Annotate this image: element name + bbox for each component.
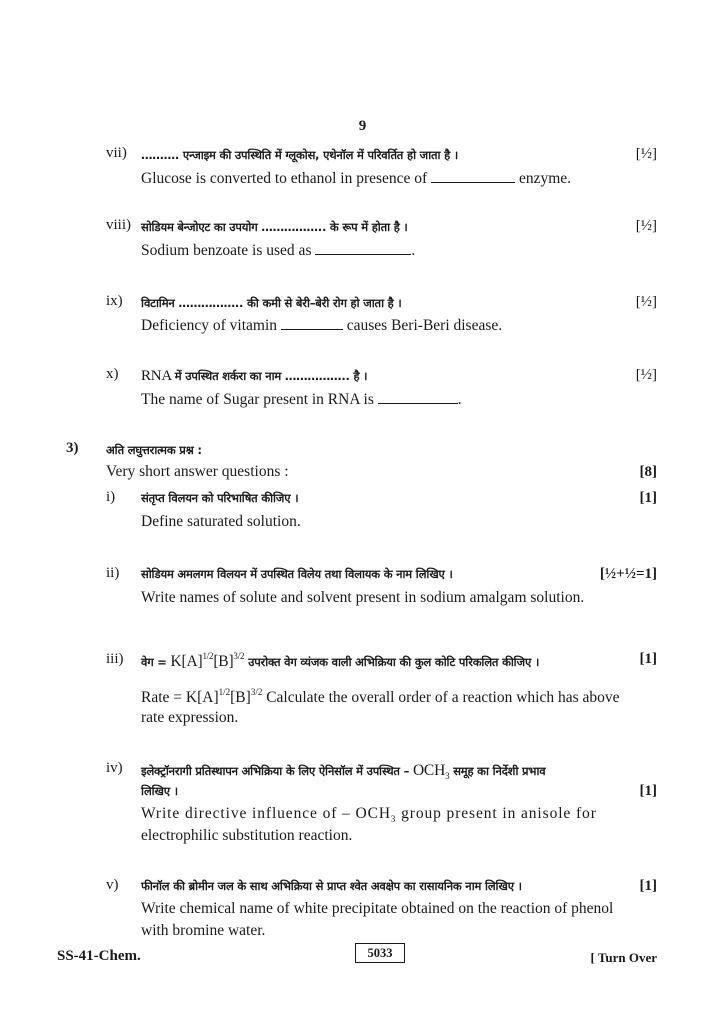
group-subscript: 3: [390, 814, 397, 824]
page-number: 9: [358, 118, 367, 134]
english-text-end: group present in anisole for: [396, 805, 597, 822]
question-english: Define saturated solution.: [141, 513, 301, 530]
answer-blank[interactable]: [378, 391, 458, 404]
question-number: ix): [106, 293, 123, 309]
hindi-text-end: समूह का निर्देशी प्रभाव: [449, 764, 546, 778]
paper-number-box: 5033: [355, 943, 405, 963]
group-subscript: 3: [445, 771, 450, 781]
question-english: [141, 391, 462, 409]
question-english: [141, 170, 571, 188]
formula-b: [B]: [230, 689, 251, 706]
question-number: i): [106, 489, 116, 505]
section-title-english: Very short answer questions :: [106, 463, 289, 480]
question-hindi: फीनॉल की ब्रोमीन जल के साथ अभिक्रिया से प्राप्त श्वेत अवक्षेप का रासायनिक नाम लिखिए ।: [141, 879, 522, 893]
group-och: OCH: [355, 805, 391, 822]
exponent-b: 3/2: [233, 651, 245, 661]
hindi-text: इलेक्ट्रॉनरागी प्रतिस्थापन अभिक्रिया के लिए ऐनिसॉल में उपस्थित –: [141, 764, 413, 778]
english-text: Glucose is converted to ethanol in presence of: [141, 170, 432, 187]
question-hindi: सोडियम बेन्जोएट का उपयोग …………….. के रूप में होता है ।: [141, 220, 408, 234]
question-hindi: विटामिन …………….. की कमी से बेरी–बेरी रोग हो जाता है ।: [141, 296, 402, 310]
question-marks: [½]: [635, 146, 657, 162]
group-och: OCH: [412, 762, 446, 779]
question-marks: [1]: [639, 490, 657, 506]
question-number: x): [106, 366, 119, 382]
question-hindi: [141, 368, 367, 385]
question-english: [141, 242, 415, 260]
question-number: v): [106, 877, 119, 893]
hindi-text: में उपस्थित शर्करा का नाम …………….. है ।: [174, 369, 368, 383]
question-hindi: [141, 148, 458, 163]
question-marks: [1]: [639, 651, 657, 667]
rate-label: Rate =: [141, 689, 186, 706]
hindi-text: उपरोक्त वेग व्यंजक वाली अभिक्रिया की कुल कोटि परिकलित कीजिए ।: [244, 655, 540, 669]
blank-dots: ……….: [141, 148, 183, 162]
english-text-end: .: [457, 391, 462, 408]
question-hindi: सोडियम अमलगम विलयन में उपस्थित विलेय तथा विलायक के नाम लिखिए ।: [141, 567, 453, 581]
question-number: vii): [106, 145, 127, 161]
question-english: Write names of solute and solvent present in sodium amalgam solution.: [141, 589, 585, 606]
english-text: The name of Sugar present in RNA is: [141, 391, 378, 408]
question-hindi: संतृप्त विलयन को परिभाषित कीजिए ।: [141, 491, 299, 505]
english-text-end: causes Beri-Beri disease.: [342, 317, 503, 334]
english-text-end: enzyme.: [515, 170, 572, 187]
question-marks: [1]: [639, 783, 657, 799]
turn-over-label: [ Turn Over: [590, 950, 657, 965]
question-marks: [½]: [635, 218, 657, 234]
english-text-end: .: [411, 242, 416, 259]
question-number: iv): [106, 760, 123, 776]
question-hindi: [141, 762, 545, 781]
question-english: [141, 317, 502, 335]
question-number: iii): [106, 651, 124, 667]
formula-k-a: K[A]: [170, 653, 203, 670]
section-number: 3): [66, 440, 79, 456]
answer-blank[interactable]: [281, 317, 343, 330]
question-number: viii): [106, 217, 131, 233]
exponent-a: 1/2: [218, 687, 231, 697]
question-english: Write chemical name of white precipitate obtained on the reaction of phenol: [141, 900, 614, 917]
answer-blank[interactable]: [315, 242, 411, 255]
rna-label: RNA: [141, 368, 175, 384]
english-text: Deficiency of vitamin: [141, 317, 281, 334]
english-text: Calculate the overall order of a reaction which has above: [262, 689, 620, 706]
section-title-hindi: अति लघुत्तरात्मक प्रश्न :: [106, 443, 202, 457]
question-number: ii): [106, 565, 120, 581]
question-english-line2: rate expression.: [141, 709, 239, 726]
question-english-line2: electrophilic substitution reaction.: [141, 827, 353, 844]
exponent-b: 3/2: [250, 687, 263, 697]
english-text: Sodium benzoate is used as: [141, 242, 316, 259]
question-marks: [1]: [639, 878, 657, 894]
question-hindi-line2: लिखिए ।: [141, 784, 178, 798]
group-formula: [413, 762, 449, 779]
question-english: [141, 687, 620, 707]
rate-formula: [171, 653, 245, 670]
formula-b: [B]: [213, 653, 234, 670]
question-marks: [½]: [635, 294, 657, 310]
question-english-line2: with bromine water.: [141, 922, 266, 939]
question-hindi: [141, 651, 539, 671]
exponent-a: 1/2: [202, 651, 214, 661]
question-english: [141, 805, 597, 824]
formula-k-a: K[A]: [185, 689, 219, 706]
answer-blank[interactable]: [431, 170, 515, 183]
paper-code: SS-41-Chem.: [57, 948, 141, 964]
question-marks: [½+½=1]: [599, 566, 657, 582]
rate-label-hindi: वेग =: [141, 655, 171, 669]
english-text: Write directive influence of –: [141, 805, 356, 822]
question-marks: [½]: [635, 367, 657, 383]
hindi-text: एन्जाइम की उपस्थिति में ग्लूकोस, एथेनॉल में परिवर्तित हो जाता है ।: [182, 148, 458, 162]
section-marks: [8]: [639, 464, 657, 480]
